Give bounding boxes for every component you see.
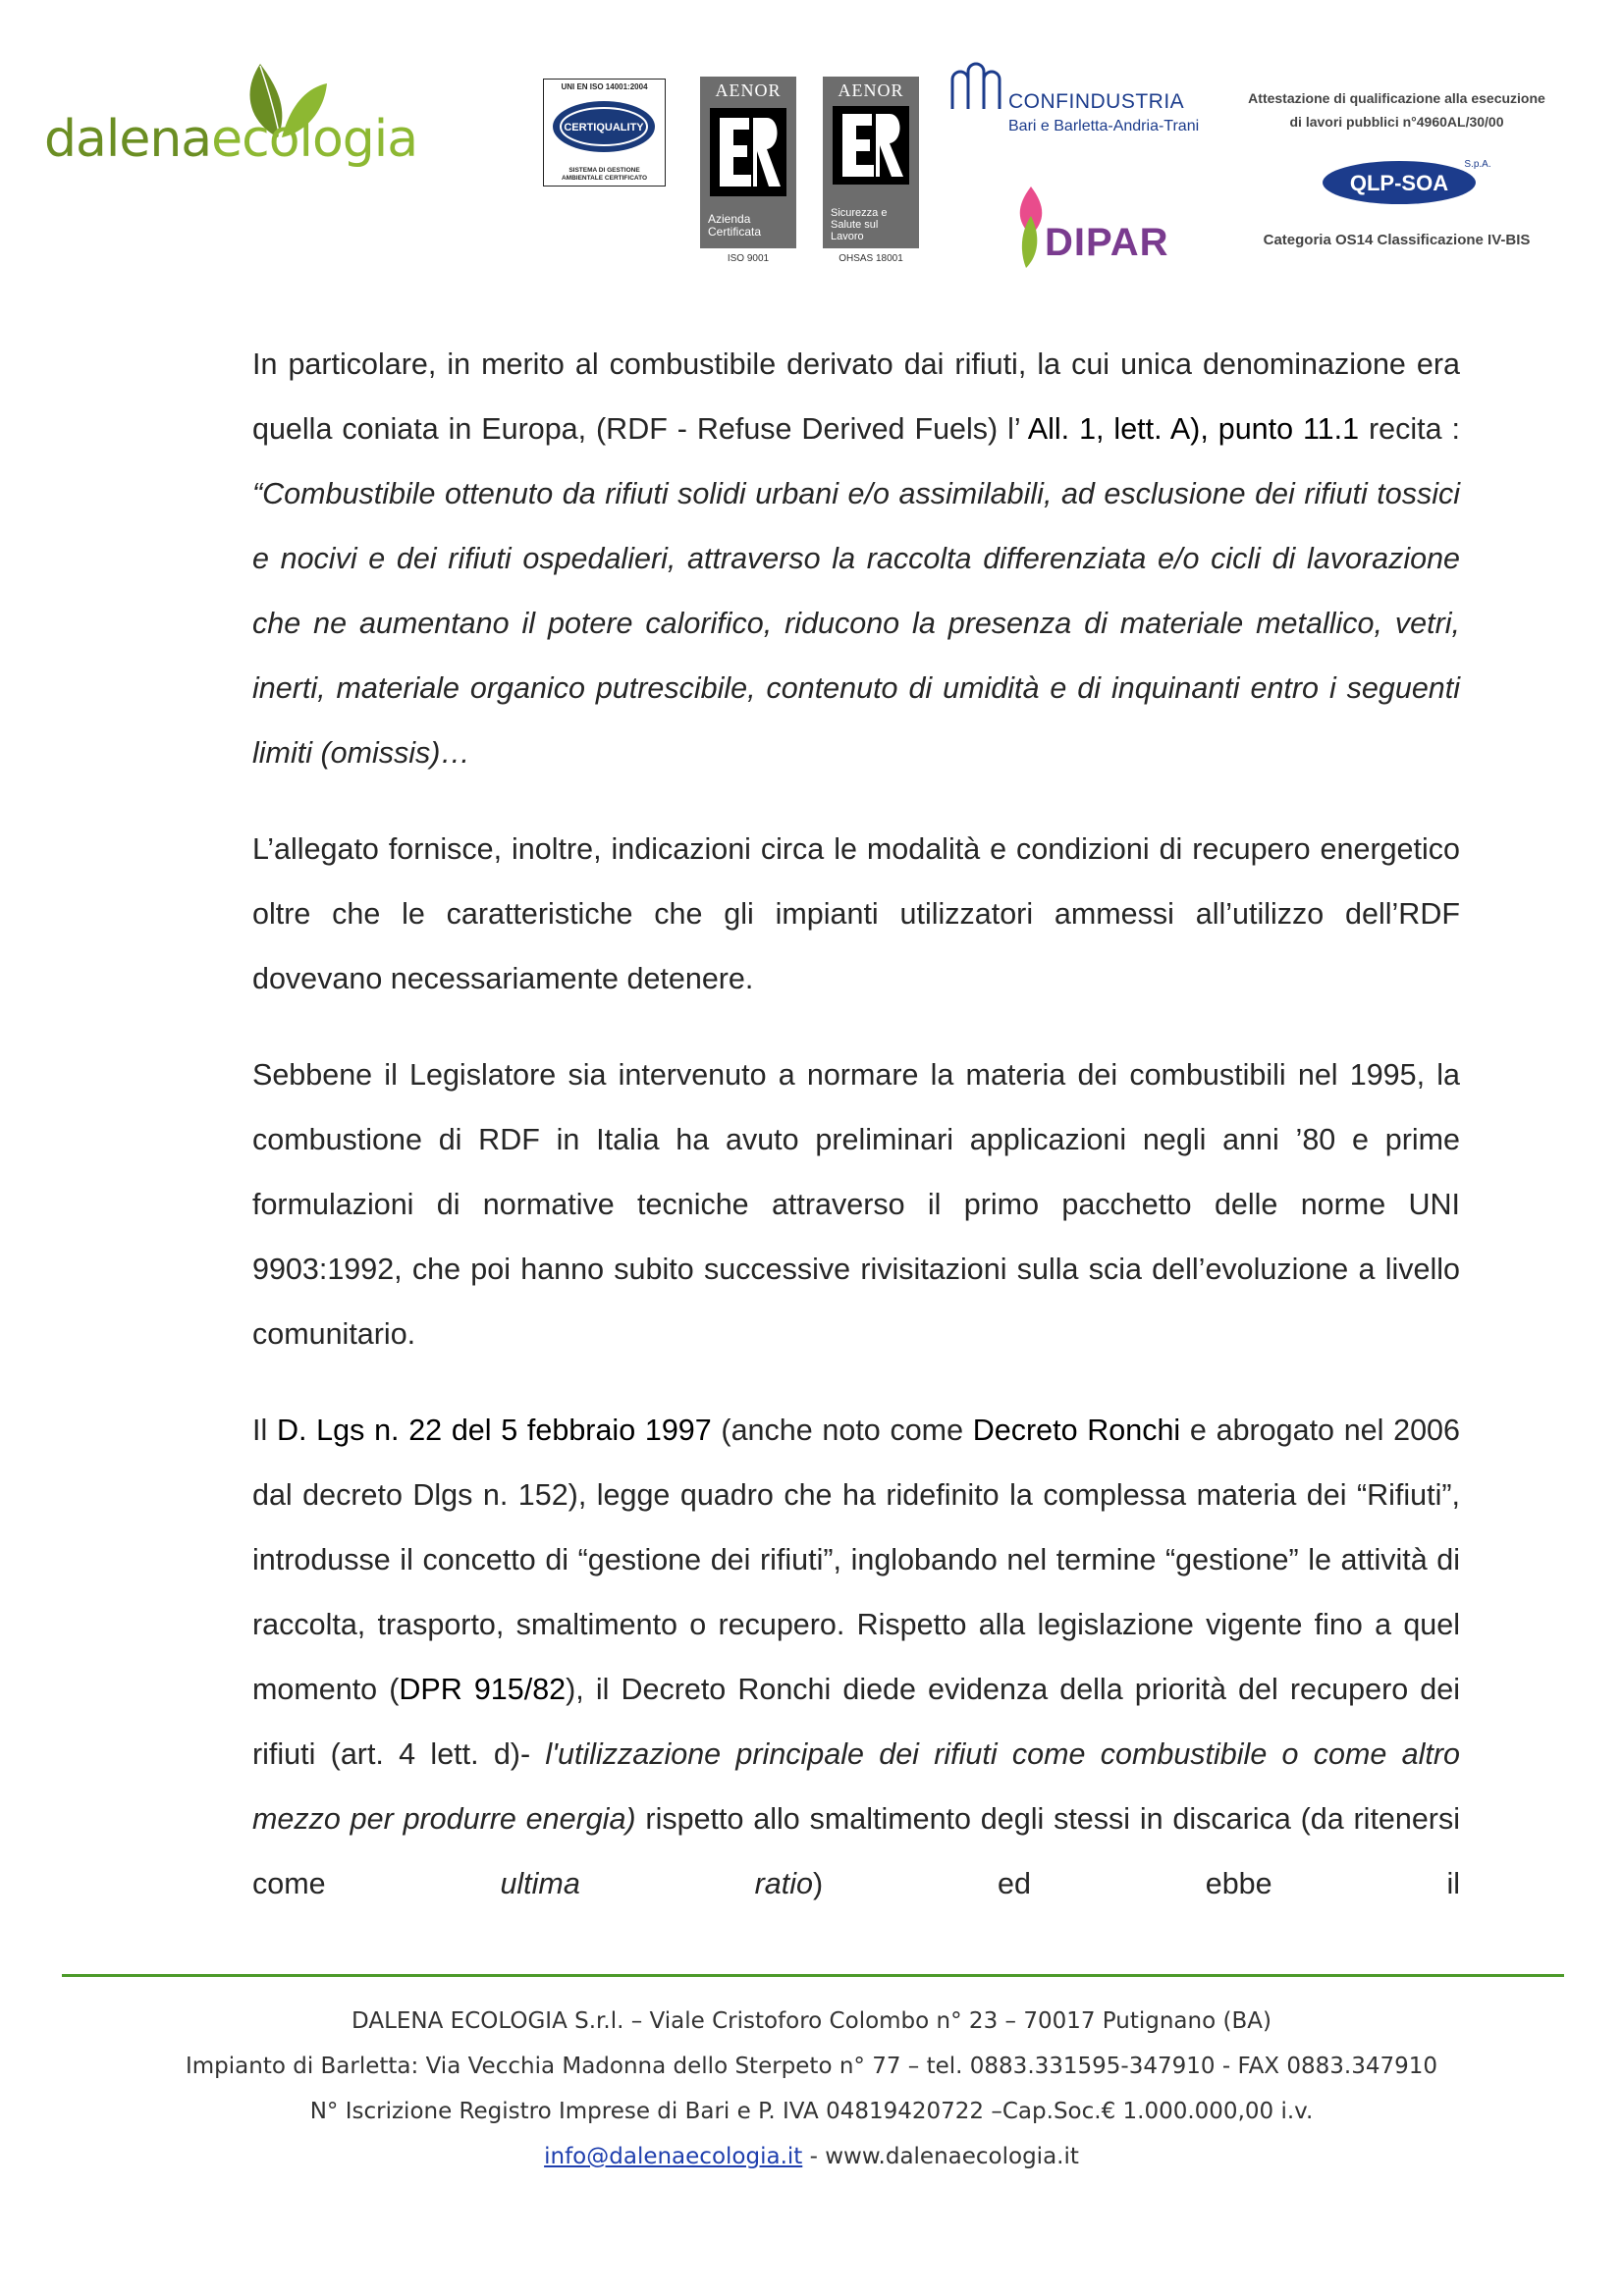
aenor-caption-line2: Certificata [708, 225, 762, 239]
certiquality-seal-text: CERTIQUALITY [564, 122, 644, 133]
aenor-heading: AENOR [715, 80, 782, 100]
confindustria-region: Bari e Barletta-Andria-Trani [1008, 118, 1200, 134]
aenor-heading: AENOR [838, 80, 904, 100]
aenor-caption-line2: Salute sul [831, 219, 879, 231]
page-header [0, 0, 1623, 294]
logo-wordmark [44, 110, 417, 169]
cert-caption [544, 167, 665, 183]
certiquality-badge [543, 79, 666, 187]
p4-text-5: rispetto allo smaltimento degli stessi in discarica (da ritenersi come [252, 1802, 1460, 1900]
attestation-line1: Attestazione di qualificazione alla esecuzione [1248, 90, 1545, 106]
dipar-name: DIPAR [1045, 221, 1169, 264]
certiquality-seal-icon [544, 91, 665, 160]
logo-word-ecologia: ecologia [211, 110, 418, 169]
website-text: www.dalenaecologia.it [825, 2144, 1079, 2169]
aenor-caption [831, 207, 887, 242]
cert-caption-line2: AMBIENTALE CERTIFICATO [561, 175, 648, 182]
er-mark-icon [833, 106, 909, 185]
p1-annex-reference: All. 1, lett. A), punto 11.1 [1027, 412, 1360, 446]
p4-text-3: e abrogato nel 2006 dal decreto Dlgs n. 152), legge quadro che ha ridefinito la complessa materia dei “Rifiuti”, introdusse il concetto di “gestione dei rifiuti”, inglobando nel termine “gestione” le attività di raccolta, trasporto, smaltimento o recupero. Rispetto alla legislazione vigente fino a quel momento ( [252, 1414, 1460, 1706]
cert-standard: UNI EN ISO 14001:2004 [561, 82, 648, 91]
er-mark-icon [710, 108, 786, 196]
p4-decreto-ronchi: Decreto Ronchi [972, 1414, 1181, 1447]
paragraph-rdf-definition [252, 332, 1460, 785]
qlp-spa-text: S.p.A. [1464, 159, 1491, 170]
confindustria-logo [947, 55, 1222, 143]
email-link[interactable]: info@dalenaecologia.it [544, 2144, 803, 2169]
p4-text-4: ), il Decreto Ronchi diede evidenza della priorità del recupero dei rifiuti (art. 4 lett. d)- [252, 1673, 1460, 1771]
confindustria-name: CONFINDUSTRIA [1008, 90, 1185, 113]
paragraph-decreto-ronchi [252, 1398, 1460, 1916]
cert-caption-line1: SISTEMA DI GESTIONE [568, 167, 640, 174]
qlp-soa-text: QLP-SOA [1349, 171, 1449, 195]
paragraph-allegato: L’allegato fornisce, inoltre, indicazioni circa le modalità e condizioni di recupero energetico oltre che le caratteristiche che gli impianti utilizzatori ammessi all’utilizzo dell’RDF dovevano necessariamente detenere. [252, 832, 1460, 995]
p4-text-6: ) ed ebbe il [812, 1867, 1460, 1900]
aenor-caption-line1: Sicurezza e [831, 207, 888, 219]
logo-word-dalena: dalena [44, 110, 212, 169]
footer-divider [62, 1974, 1564, 1977]
p1-text-2: recita : [1359, 412, 1460, 446]
confindustria-emblem-icon [947, 60, 1004, 117]
p4-law-reference: D. Lgs n. 22 del 5 febbraio 1997 [276, 1414, 712, 1447]
dipar-logo [1011, 182, 1173, 275]
p4-italic-2: ultima ratio [500, 1867, 813, 1900]
footer-contacts [0, 2134, 1623, 2179]
aenor-standard: OHSAS 18001 [839, 253, 903, 264]
qlp-soa-logo-icon [1291, 145, 1491, 219]
p4-dpr-reference: DPR 915/82 [399, 1673, 567, 1706]
page-footer [0, 1999, 1623, 2179]
aenor-standard: ISO 9001 [727, 253, 770, 264]
document-body [252, 332, 1460, 1916]
footer-address: DALENA ECOLOGIA S.r.l. – Viale Cristoforo Colombo n° 23 – 70017 Putignano (BA) [352, 2008, 1271, 2034]
p4-text-2: (anche noto come [711, 1414, 973, 1447]
footer-plant: Impianto di Barletta: Via Vecchia Madonna dello Sterpeto n° 77 – tel. 0883.331595-347910 - FAX 0883.347910 [185, 2054, 1438, 2079]
aenor-caption-line3: Lavoro [831, 231, 864, 242]
p4-text-1: Il [252, 1414, 277, 1447]
paragraph-legislatore: Sebbene il Legislatore sia intervenuto a normare la materia dei combustibili nel 1995, la combustione di RDF in Italia ha avuto preliminari applicazioni negli anni ’80 e prime formulazioni di normative tecniche attraverso il primo pacchetto delle norme UNI 9903:1992, che poi hanno subito successive rivisitazioni sulla scia dell’evoluzione a livello comunitario. [252, 1058, 1460, 1351]
footer-separator: - [802, 2144, 826, 2169]
p1-text-1: In particolare, in merito al combustibile derivato dai rifiuti, la cui unica denominazione era quella coniata in Europa, (RDF - Refuse Derived Fuels) l’ [252, 347, 1460, 446]
p1-quote: “Combustibile ottenuto da rifiuti solidi urbani e/o assimilabili, ad esclusione dei rifiuti tossici e nocivi e dei rifiuti ospedalieri, attraverso la raccolta differenziata e/o cicli di lavorazione che ne aumentano il potere calorifico, riducono la presenza di materiale metallico, vetri, inerti, materiale organico putrescibile, contenuto di umidità e di inquinanti entro i seguenti limiti (omissis)… [252, 477, 1460, 770]
footer-registry: N° Iscrizione Registro Imprese di Bari e P. IVA 04819420722 –Cap.Soc.€ 1.000.000,00 i.v. [309, 2099, 1314, 2124]
aenor-caption [708, 213, 761, 239]
aenor-iso9001-badge [700, 77, 796, 264]
dalena-ecologia-logo [44, 49, 530, 187]
p4-italic-1: l'utilizzazione principale dei rifiuti come combustibile o come altro mezzo per produrre energia) [252, 1737, 1460, 1836]
aenor-caption-line1: Azienda [708, 212, 751, 226]
soa-category: Categoria OS14 Classificazione IV-BIS [1263, 232, 1531, 248]
soa-attestation [1222, 86, 1571, 263]
aenor-ohsas-badge [823, 77, 919, 264]
attestation-line2: di lavori pubblici n°4960AL/30/00 [1289, 114, 1504, 130]
